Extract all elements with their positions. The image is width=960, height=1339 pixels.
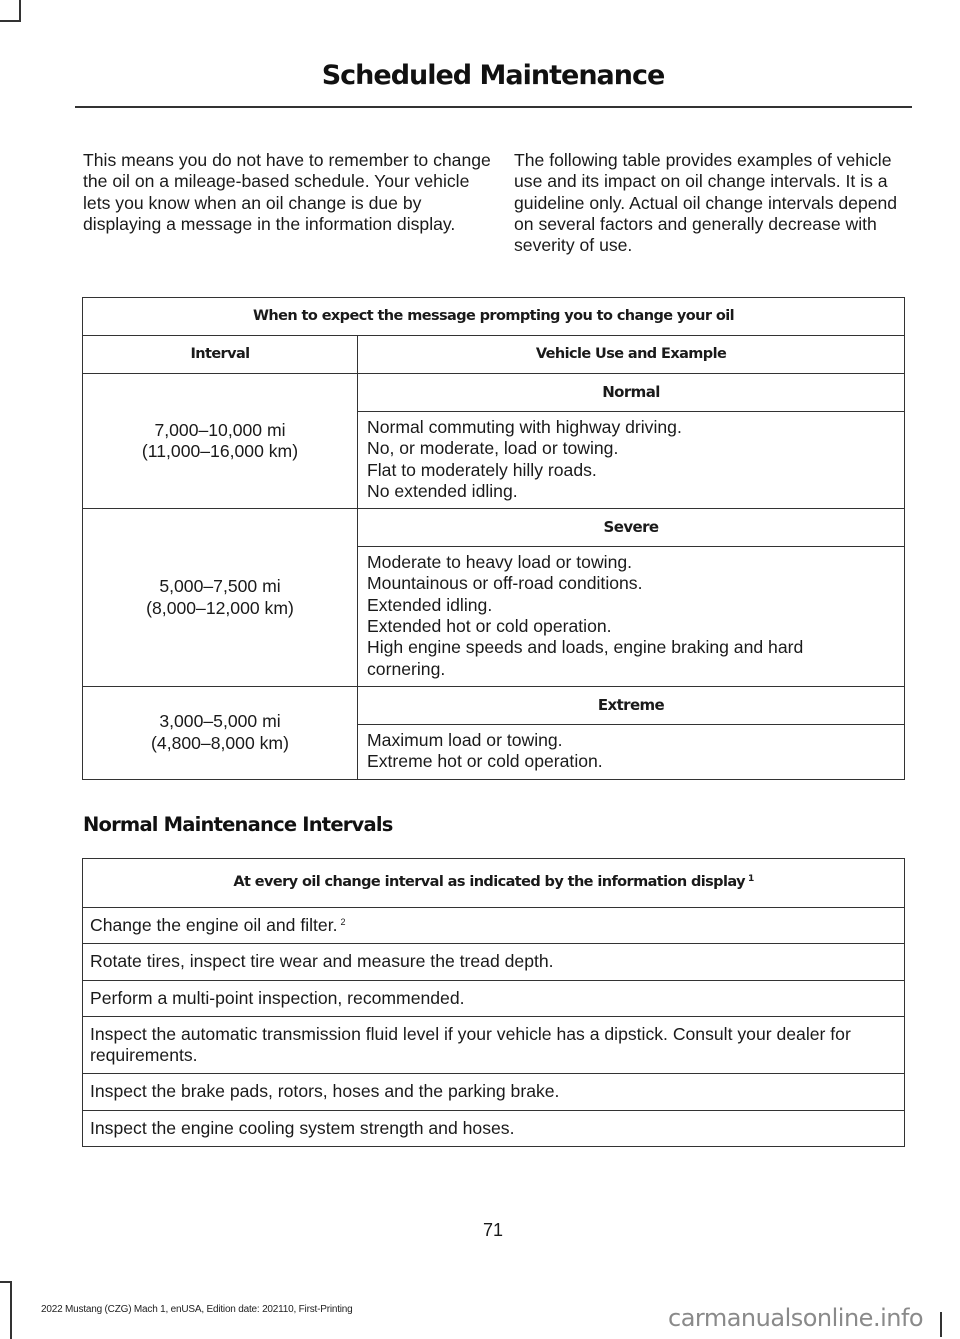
table-row: [83, 908, 905, 944]
interval-cell-extreme: [83, 686, 358, 779]
intro-paragraph-left: This means you do not have to remember to change the oil on a mileage-based schedule. Your vehicle lets you know when an oil change is due by displaying a message in the information display.: [83, 150, 491, 234]
table-row: [83, 1110, 905, 1146]
table-row-extreme-category: [83, 686, 905, 724]
examples-cell-severe: [358, 547, 905, 687]
example-line: cornering.: [367, 658, 446, 679]
maintenance-item: Inspect the brake pads, rotors, hoses and the parking brake.: [83, 1074, 905, 1110]
footnote-marker: 2: [340, 917, 346, 927]
watermark: carmanualsonline.info: [668, 1304, 924, 1332]
example-line: Flat to moderately hilly roads.: [367, 459, 597, 480]
interval-miles: 7,000–10,000 mi: [154, 419, 286, 440]
footnote-marker: 1: [747, 874, 754, 885]
example-line: No, or moderate, load or towing.: [367, 438, 619, 459]
example-line: Normal commuting with highway driving.: [367, 417, 682, 437]
example-line: High engine speeds and loads, engine braking and hard: [367, 637, 804, 658]
interval-miles: 5,000–7,500 mi: [159, 576, 281, 597]
table-row-severe-category: [83, 509, 905, 547]
example-line: Maximum load or towing.: [367, 729, 563, 750]
table-header-row: [83, 336, 905, 374]
examples-cell-normal: [358, 412, 905, 509]
table-header-text: At every oil change interval as indicated by the information display: [233, 874, 745, 891]
interval-miles: 3,000–5,000 mi: [159, 711, 281, 732]
column-header-vehicle-use: Vehicle Use and Example: [358, 336, 905, 374]
title-divider: [75, 106, 912, 108]
maintenance-intervals-table: [82, 858, 905, 1147]
intro-paragraph-right: The following table provides examples of vehicle use and its impact on oil change intervals. It is a guideline only. Actual oil change intervals depend on several factors and generally decrease with severity of use.: [514, 150, 898, 256]
table-header-row: [83, 859, 905, 908]
interval-kilometers: (4,800–8,000 km): [151, 732, 289, 753]
column-header-interval: Interval: [83, 336, 358, 374]
crop-mark-bottom-left: [0, 1281, 12, 1339]
example-line: Extended idling.: [367, 594, 493, 615]
crop-mark-bottom-right: [940, 1312, 942, 1337]
table-row: [83, 1074, 905, 1110]
example-line: Extended hot or cold operation.: [367, 616, 612, 637]
maintenance-item: Inspect the engine cooling system strength and hoses.: [83, 1110, 905, 1146]
table-header: [83, 859, 905, 908]
category-label-normal: Normal: [358, 374, 905, 412]
page-number: 71: [482, 1220, 504, 1240]
maintenance-item: [83, 908, 905, 944]
table-row: [83, 980, 905, 1016]
example-line: Mountainous or off-road conditions.: [367, 573, 643, 594]
category-label-extreme: Extreme: [358, 686, 905, 724]
interval-cell-severe: [83, 509, 358, 687]
edition-footer: 2022 Mustang (CZG) Mach 1, enUSA, Edition date: 202110, First-Printing: [41, 1304, 353, 1315]
example-line: Moderate to heavy load or towing.: [367, 552, 633, 573]
example-line: No extended idling.: [367, 480, 518, 501]
table-row-normal-category: [83, 374, 905, 412]
maintenance-item: Perform a multi-point inspection, recommended.: [83, 980, 905, 1016]
maintenance-item: Rotate tires, inspect tire wear and measure the tread depth.: [83, 944, 905, 980]
interval-kilometers: (11,000–16,000 km): [141, 441, 299, 462]
maintenance-item: Inspect the automatic transmission fluid level if your vehicle has a dipstick. Consult your dealer for requirements.: [83, 1016, 905, 1074]
table-caption: When to expect the message prompting you to change your oil: [83, 298, 905, 336]
interval-cell-normal: [83, 374, 358, 509]
page-title: Scheduled Maintenance: [321, 60, 665, 91]
table-row: [83, 1016, 905, 1074]
maintenance-item-text: Change the engine oil and filter.: [90, 915, 338, 935]
table-caption-row: [83, 298, 905, 336]
oil-change-interval-table: [82, 297, 905, 780]
interval-kilometers: (8,000–12,000 km): [146, 597, 294, 618]
example-line: Extreme hot or cold operation.: [367, 751, 603, 772]
crop-mark-top-left: [0, 0, 21, 22]
table-row: [83, 944, 905, 980]
examples-cell-extreme: [358, 724, 905, 779]
section-heading: Normal Maintenance Intervals: [83, 813, 393, 836]
category-label-severe: Severe: [358, 509, 905, 547]
